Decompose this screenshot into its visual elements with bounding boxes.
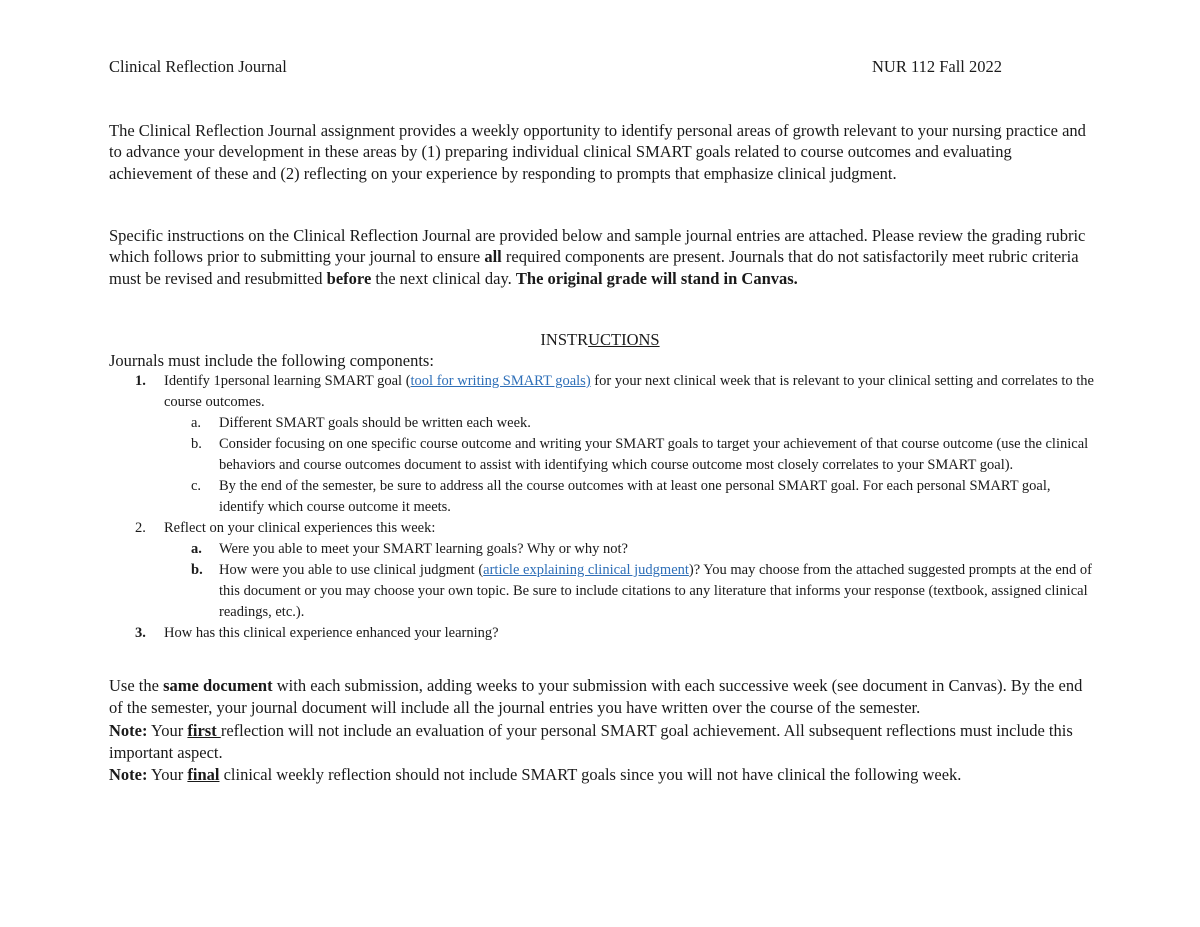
smart-goals-tool-link[interactable]: tool for writing SMART goals) <box>410 373 591 389</box>
note1-text-b: reflection will not include an evaluation of your personal SMART goal achievement. All subsequent reflections must include this important aspect. <box>109 720 1073 762</box>
note-label: Note: <box>109 765 148 785</box>
specific-text-1: Specific instructions on the Clinical Reflection Journal are provided below and sample journal entries are attached. Please review the grading rubric which follows prior to submitting your journal to ensure <box>109 226 1086 267</box>
list-subitem-text: Were you able to meet your SMART learning goals? Why or why not? <box>219 541 628 557</box>
same-document-bold: same document <box>163 676 273 695</box>
note2-text-b: clinical weekly reflection should not include SMART goals since you will not have clinical the following week. <box>219 765 962 785</box>
instructions-heading-b: UCTIONS <box>588 330 660 349</box>
list-subnumber: b. <box>191 562 203 578</box>
note1-first-word: first <box>187 720 221 740</box>
list-subitem-2b-text-b: )? You may choose from the attached suggested prompts at the end of this document or you may choose your own topic. Be sure to include citations to any literature that informs your response (textbook, assigned clinical readings, etc.). <box>219 562 1092 620</box>
list-subitem-1b <box>109 434 1094 476</box>
list-subnumber: b. <box>191 436 202 452</box>
note2-text-a: Your <box>147 765 188 785</box>
list-subitem-text: Consider focusing on one specific course outcome and writing your SMART goals to target your achievement of that course outcome (use the clinical behaviors and course outcomes document to assist with identifying which course outcome most closely correlates to your SMART goal). <box>219 436 1089 473</box>
list-subnumber: a. <box>191 415 202 431</box>
closing-text-b: with each submission, adding weeks to your submission with each successive week (see document in Canvas). By the end of the semester, your journal document will include all the journal entries you have written over the course of the semester. <box>109 676 1083 718</box>
components-lead: Journals must include the following components: <box>109 351 434 370</box>
intro-paragraph: The Clinical Reflection Journal assignment provides a weekly opportunity to identify personal areas of growth relevant to your nursing practice and to advance your development in these areas by (1) preparing individual clinical SMART goals related to course outcomes and evaluating achievement of these and (2) reflecting on your experience by responding to prompts that emphasize clinical judgment. <box>109 121 1086 183</box>
list-item-1 <box>109 371 1094 413</box>
specific-instructions-paragraph <box>109 225 1094 289</box>
list-item-1-text-a: Identify 1personal learning SMART goal ( <box>164 373 411 389</box>
list-subitem-text: Different SMART goals should be written each week. <box>219 415 531 431</box>
instructions-heading-a: INSTR <box>540 330 589 349</box>
specific-text-2: required components are present. Journals that do not satisfactorily meet rubric criteria must be revised and resubmitted <box>109 247 1079 288</box>
list-item-1-text-b: for your next clinical week that is relevant to your clinical setting and correlates to the course outcomes. <box>164 373 1094 410</box>
list-subitem-text: By the end of the semester, be sure to address all the course outcomes with at least one personal SMART goal. For each personal SMART goal, identify which course outcome it meets. <box>219 478 1051 515</box>
note-final-paragraph <box>109 764 1094 786</box>
list-number: 2. <box>135 520 146 536</box>
specific-text-3: the next clinical day. <box>371 268 516 288</box>
list-subitem-1a <box>109 413 1094 434</box>
note-label: Note: <box>109 720 148 740</box>
instructions-heading <box>0 329 1200 350</box>
list-item-3-text: How has this clinical experience enhanced your learning? <box>164 625 499 641</box>
header-course: NUR 112 Fall 2022 <box>872 57 1003 76</box>
specific-bold-grade: The original grade will stand in Canvas. <box>515 268 798 288</box>
same-document-paragraph <box>109 675 1094 720</box>
list-item-2-text: Reflect on your clinical experiences this week: <box>164 520 436 536</box>
closing-text-a: Use the <box>109 676 164 695</box>
list-subnumber: a. <box>191 541 202 557</box>
note2-final-word: final <box>187 765 220 785</box>
closing-section <box>109 675 1094 786</box>
list-subitem-1c <box>109 476 1094 518</box>
clinical-judgment-article-link[interactable]: article explaining clinical judgment <box>483 562 689 578</box>
header-title: Clinical Reflection Journal <box>109 57 287 76</box>
list-subitem-2b <box>109 560 1094 623</box>
list-number: 3. <box>135 625 146 641</box>
list-number: 1. <box>135 373 146 389</box>
note1-text-a: Your <box>147 720 188 740</box>
list-item-3 <box>109 623 1094 644</box>
list-subitem-2b-text-a: How were you able to use clinical judgment ( <box>219 562 484 578</box>
specific-bold-all: all <box>484 247 502 267</box>
components-list <box>109 371 1094 644</box>
list-subnumber: c. <box>191 478 202 494</box>
specific-bold-before: before <box>326 268 372 288</box>
note-first-paragraph <box>109 720 1094 765</box>
list-subitem-2a <box>109 539 1094 560</box>
list-item-2 <box>109 518 1094 539</box>
